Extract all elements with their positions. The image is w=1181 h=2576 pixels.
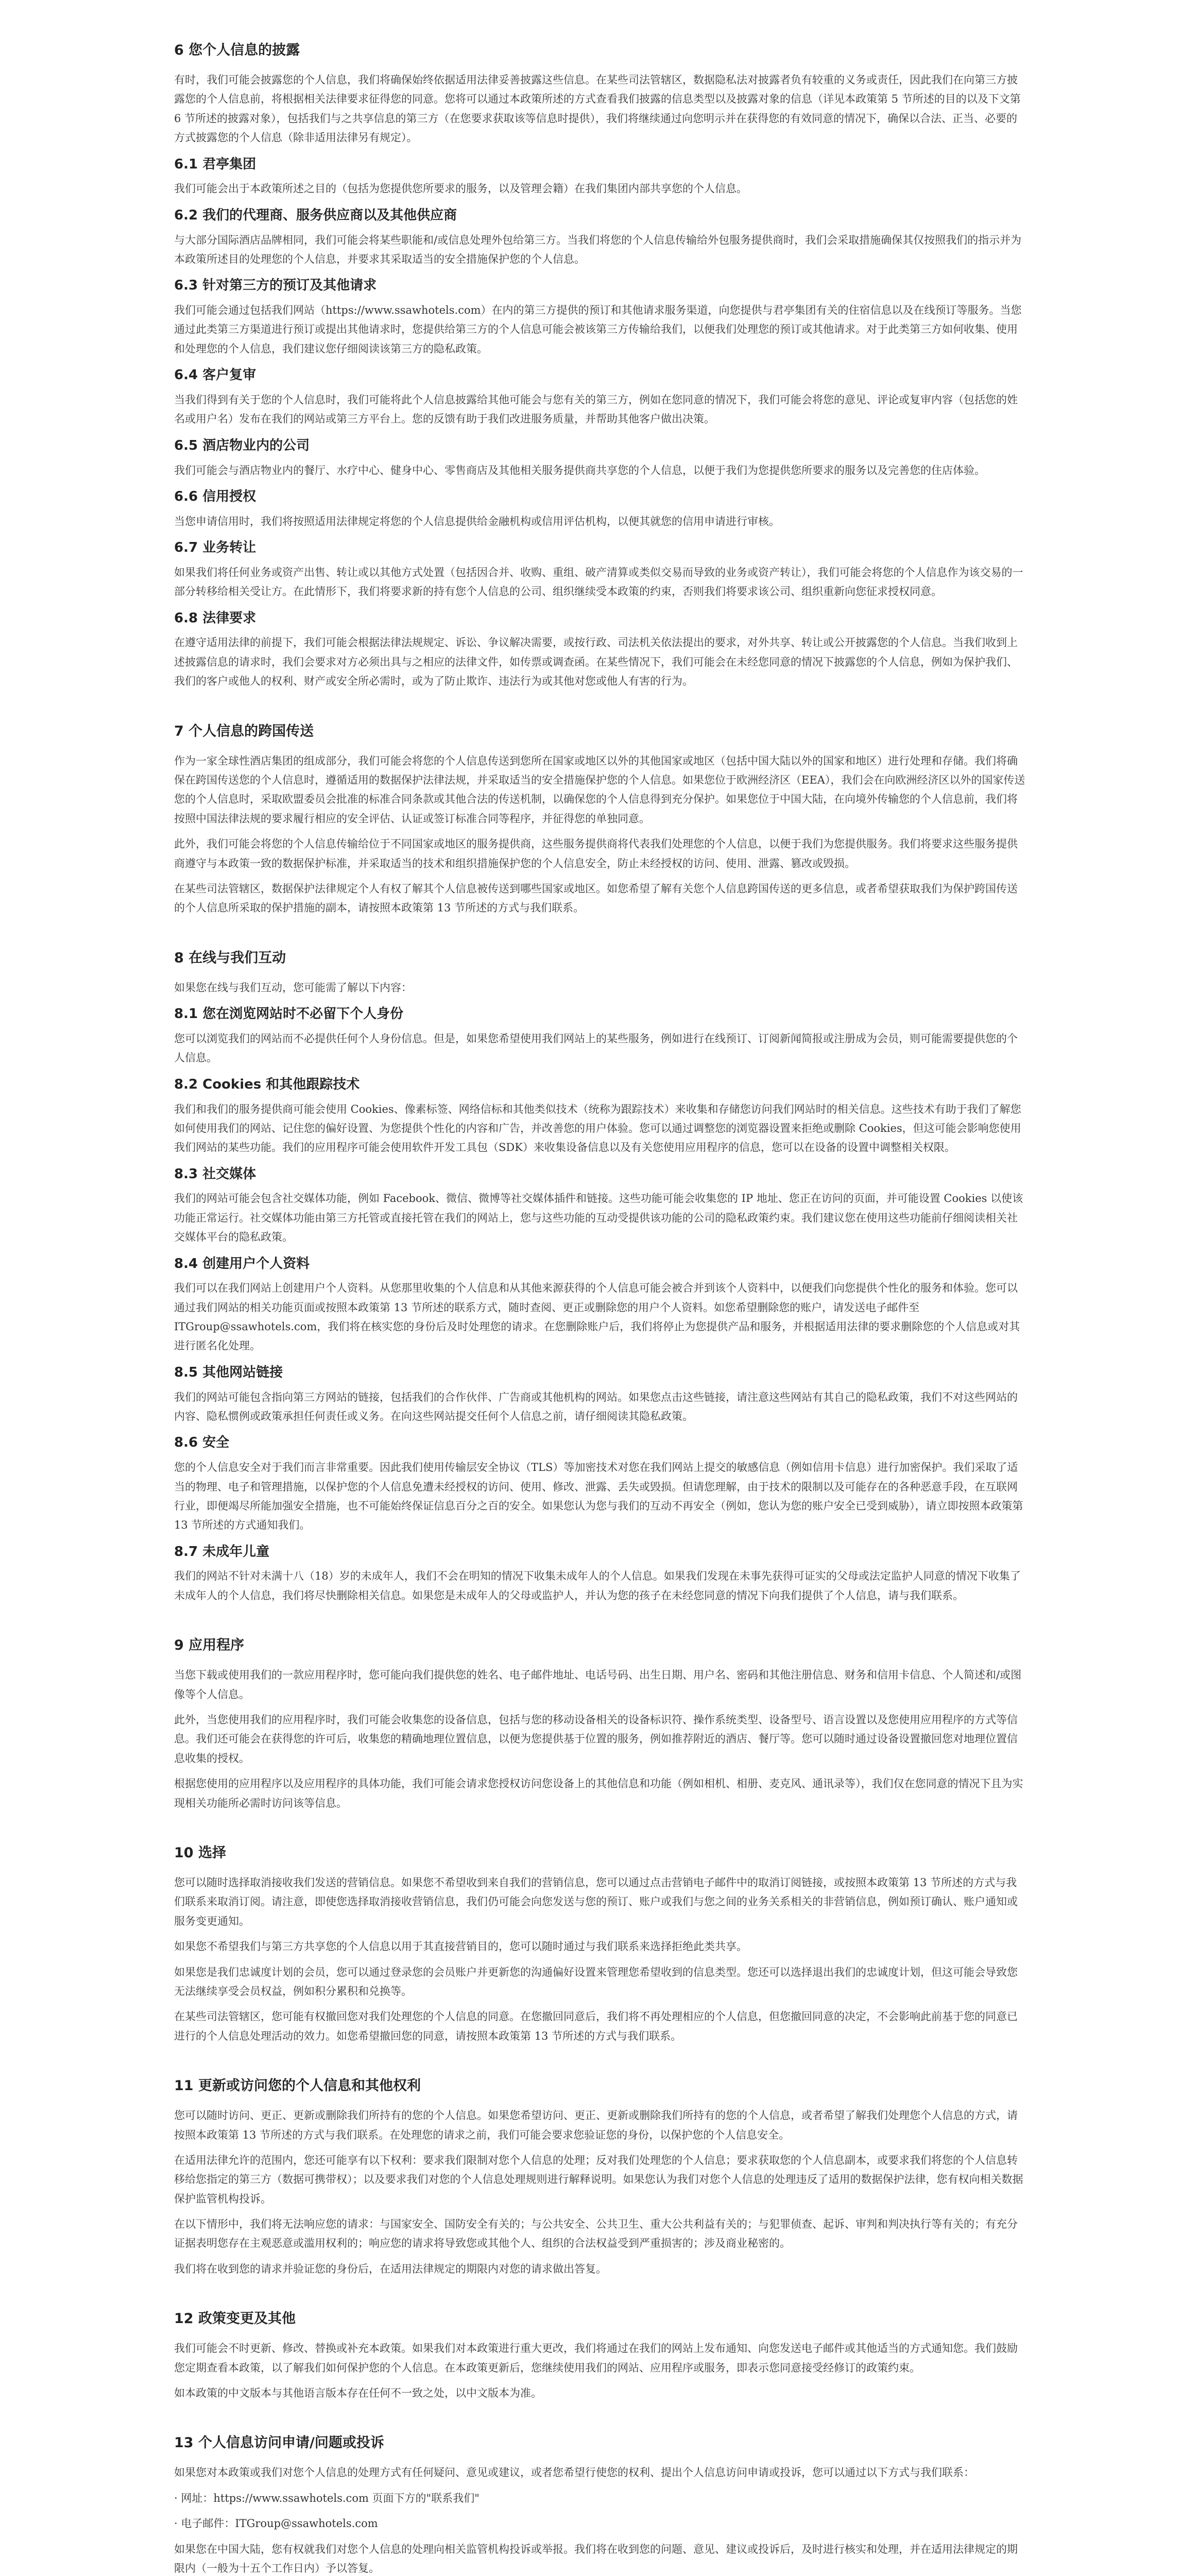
section-paragraph: 在某些司法管辖区，您可能有权撤回您对我们处理您的个人信息的同意。在您撤回同意后，我们将不再处理相应的个人信息，但您撤回同意的决定，不会影响此前基于您的同意已进行的个人信息处理活动的效力。如您希望撤回您的同意，请按照本政策第 13 节所述的方式与我们联系。: [174, 2010, 1018, 2042]
section-heading: 13 个人信息访问申请/问题或投诉: [174, 2435, 384, 2451]
subsection-paragraph: 您的个人信息安全对于我们而言非常重要。因此我们使用传输层安全协议（TLS）等加密技术对您在我们网站上提交的敏感信息（例如信用卡信息）进行加密保护。我们采取了适当的物理、电子和管理措施，以保护您的个人信息免遭未经授权的访问、使用、修改、泄露、丢失或毁损。但请您理解，由于技术的限制以及可能存在的各种恶意手段，在互联网行业，即便竭尽所能加强安全措施，也不可能始终保证信息百分之百的安全。如果您认为您与我们的互动不再安全（例如，您认为您的账户安全已受到威胁），请立即按照本政策第 13 节所述的方式通知我们。: [174, 1461, 1023, 1532]
subsection-heading: 6.7 业务转让: [174, 540, 256, 556]
section-8-online-interaction: [174, 949, 1026, 1606]
section-paragraph: 当您下载或使用我们的一款应用程序时，您可能向我们提供您的姓名、电子邮件地址、电话号码、出生日期、用户名、密码和其他注册信息、财务和信用卡信息、个人简述和/或图像等个人信息。: [174, 1669, 1022, 1701]
subsection-heading: 6.5 酒店物业内的公司: [174, 437, 310, 453]
section-paragraph: 如本政策的中文版本与其他语言版本存在任何不一致之处，以中文版本为准。: [174, 2386, 542, 2399]
section-paragraph: 在以下情形中，我们将无法响应您的请求：与国家安全、国防安全有关的；与公共安全、公共卫生、重大公共利益有关的；与犯罪侦查、起诉、审判和判决执行等有关的；有充分证据表明您存在主观恶意或滥用权利的；响应您的请求将导致您或其他个人、组织的合法权益受到严重损害的；涉及商业秘密的。: [174, 2218, 1018, 2250]
subsection-heading: 8.4 创建用户个人资料: [174, 1256, 310, 1272]
section-paragraph: 您可以随时选择取消接收我们发送的营销信息。如果您不希望收到来自我们的营销信息，您可以通过点击营销电子邮件中的取消订阅链接，或按照本政策第 13 节所述的方式与我们联系来取消订阅。请注意，即使您选择取消接收营销信息，我们仍可能会向您发送与您的预订、账户或我们与您之间的业务关系相关的非营销信息，例如预订确认、账户通知或服务变更通知。: [174, 1876, 1018, 1927]
section-paragraph: 作为一家全球性酒店集团的组成部分，我们可能会将您的个人信息传送到您所在国家或地区以外的其他国家或地区（包括中国大陆以外的国家和地区）进行处理和存储。我们将确保在跨国传送您的个人信息时，遵循适用的数据保护法律法规，并采取适当的安全措施保护您的个人信息。如果您位于欧洲经济区（EEA），我们会在向欧洲经济区以外的国家传送您的个人信息时，采取欧盟委员会批准的标准合同条款或其他合法的传送机制，以确保您的个人信息得到充分保护。如果您位于中国大陆，在向境外传输您的个人信息前，我们将按照中国法律法规的要求履行相应的安全评估、认证或签订标准合同等程序，并征得您的单独同意。: [174, 754, 1025, 825]
subsection-heading: 6.1 君亭集团: [174, 156, 256, 172]
section-6-disclosure: [174, 41, 1026, 691]
section-paragraph: 如果您在线与我们互动，您可能需了解以下内容：: [174, 981, 412, 994]
section-paragraph: 您可以随时访问、更正、更新或删除我们所持有的您的个人信息。如果您希望访问、更正、更新或删除我们所持有的您的个人信息，或者希望了解我们处理您个人信息的方式，请按照本政策第 13 节所述的方式与我们联系。在处理您的请求之前，我们可能会要求您验证您的身份，以保护您的个人信息安全。: [174, 2109, 1018, 2141]
section-heading: 10 选择: [174, 1844, 226, 1861]
subsection-heading: 6.6 信用授权: [174, 488, 256, 504]
section-paragraph: 我们将在收到您的请求并验证您的身份后，在适用法律规定的期限内对您的请求做出答复。: [174, 2262, 607, 2275]
section-heading: 9 应用程序: [174, 1637, 245, 1654]
section-7-cross-border-transfer: [174, 722, 1026, 918]
subsection-paragraph: 当我们得到有关于您的个人信息时，我们可能将此个人信息披露给其他可能会与您有关的第三方，例如在您同意的情况下，我们可能会将您的意见、评论或复审内容（包括您的姓名或用户名）发布在我们的网站或第三方平台上。您的反馈有助于我们改进服务质量，并帮助其他客户做出决策。: [174, 394, 1018, 426]
subsection-heading: 8.5 其他网站链接: [174, 1364, 283, 1380]
subsection-paragraph: 您可以浏览我们的网站而不必提供任何个人身份信息。但是，如果您希望使用我们网站上的某些服务，例如进行在线预订、订阅新闻简报或注册成为会员，则可能需要提供您的个人信息。: [174, 1032, 1018, 1064]
section-heading: 6 您个人信息的披露: [174, 42, 300, 58]
subsection-paragraph: 在遵守适用法律的前提下，我们可能会根据法律法规规定、诉讼、争议解决需要，或按行政、司法机关依法提出的要求，对外共享、转让或公开披露您的个人信息。当我们收到上述披露信息的请求时，我们会要求对方必须出具与之相应的法律文件，如传票或调查函。在某些情况下，我们可能会在未经您同意的情况下披露您的个人信息，例如为保护我们、我们的客户或他人的权利、财产或安全所必需时，或为了防止欺诈、违法行为或其他对您或他人有害的行为。: [174, 636, 1018, 688]
section-paragraph: 我们可能会不时更新、修改、替换或补充本政策。如果我们对本政策进行重大更改，我们将通过在我们的网站上发布通知、向您发送电子邮件或其他适当的方式通知您。我们鼓励您定期查看本政策，以了解我们如何保护您的个人信息。在本政策更新后，您继续使用我们的网站、应用程序或服务，即表示您同意接受经修订的政策约束。: [174, 2342, 1018, 2374]
section-12-policy-changes: [174, 2310, 1026, 2403]
subsection-paragraph: 与大部分国际酒店品牌相同，我们可能会将某些职能和/或信息处理外包给第三方。当我们将您的个人信息传输给外包服务提供商时，我们会采取措施确保其仅按照我们的指示并为本政策所述目的处理您的个人信息，并要求其采取适当的安全措施保护您的个人信息。: [174, 233, 1022, 265]
section-paragraph: 如果您是我们忠诚度计划的会员，您可以通过登录您的会员账户并更新您的沟通偏好设置来管理您希望收到的信息类型。您还可以选择退出我们的忠诚度计划，但这可能会导致您无法继续享受会员权益，例如积分累积和兑换等。: [174, 1965, 1018, 1997]
section-11-access-rights: [174, 2077, 1026, 2279]
section-paragraph: 此外，我们可能会将您的个人信息传输给位于不同国家或地区的服务提供商，这些服务提供商将代表我们处理您的个人信息，以便于我们为您提供服务。我们将要求这些服务提供商遵守与本政策一致的数据保护标准，并采取适当的技术和组织措施保护您的个人信息安全，防止未经授权的访问、使用、泄露、篡改或毁损。: [174, 838, 1018, 870]
section-paragraph: 在适用法律允许的范围内，您还可能享有以下权利：要求我们限制对您个人信息的处理；反对我们处理您的个人信息；要求获取您的个人信息副本，或要求我们将您的个人信息转移给您指定的第三方（数据可携带权）；以及要求我们对您的个人信息处理规则进行解释说明。如果您认为我们对您个人信息的处理违反了适用的数据保护法律，您有权向相关数据保护监管机构投诉。: [174, 2154, 1023, 2205]
section-heading: 7 个人信息的跨国传送: [174, 723, 314, 739]
section-paragraph: 有时，我们可能会披露您的个人信息，我们将确保始终依据适用法律妥善披露这些信息。在某些司法管辖区，数据隐私法对披露者负有较重的义务或责任，因此我们在向第三方披露您的个人信息前，将根据相关法律要求征得您的同意。您将可以通过本政策所述的方式查看我们披露的信息类型以及披露对象的信息（详见本政策第 5 节所述的目的以及下文第 6 节所述的披露对象），包括我们与之共享信息的第三方（在您要求获取该等信息时提供），我们将继续通过向您明示并在获得您的有效同意的情况下，确保以合法、正当、必要的方式披露您的个人信息（除非适用法律另有规定）。: [174, 74, 1021, 144]
subsection-heading: 6.4 客户复审: [174, 367, 256, 383]
subsection-paragraph: 如果我们将任何业务或资产出售、转让或以其他方式处置（包括因合并、收购、重组、破产清算或类似交易而导致的业务或资产转让），我们可能会将您的个人信息作为该交易的一部分转移给相关受让方。在此情形下，我们将要求新的持有您个人信息的公司、组织继续受本政策的约束，否则我们将要求该公司、组织重新向您征求授权同意。: [174, 566, 1023, 598]
subsection-paragraph: 我们的网站不针对未满十八（18）岁的未成年人，我们不会在明知的情况下收集未成年人的个人信息。如果我们发现在未事先获得可证实的父母或法定监护人同意的情况下收集了未成年人的个人信息，我们将尽快删除相关信息。如果您是未成年人的父母或监护人，并认为您的孩子在未经您同意的情况下向我们提供了个人信息，请与我们联系。: [174, 1570, 1021, 1602]
subsection-paragraph: 我们可能会通过包括我们网站（https://www.ssawhotels.com）在内的第三方提供的预订和其他请求服务渠道，向您提供与君亭集团有关的住宿信息以及在线预订等服务。当您通过此类第三方渠道进行预订或提出其他请求时，您提供给第三方的个人信息可能会被该第三方传输给我们，以便我们处理您的预订或其他请求。对于此类第三方如何收集、使用和处理您的个人信息，我们建议您仔细阅读该第三方的隐私政策。: [174, 304, 1022, 355]
subsection-paragraph: 我们的网站可能会包含社交媒体功能，例如 Facebook、微信、微博等社交媒体插件和链接。这些功能可能会收集您的 IP 地址、您正在访问的页面，并可能设置 Cookies 以使该功能正常运行。社交媒体功能由第三方托管或直接托管在我们的网站上，您与这些功能的互动受提供该功能的公司的隐私政策约束。我们建议您在使用这些功能前仔细阅读相关社交媒体平台的隐私政策。: [174, 1192, 1023, 1244]
section-9-applications: [174, 1636, 1026, 1813]
section-10-choices: [174, 1844, 1026, 2046]
subsection-heading: 8.3 社交媒体: [174, 1166, 256, 1182]
subsection-paragraph: 我们可以在我们网站上创建用户个人资料。从您那里收集的个人信息和从其他来源获得的个人信息可能会被合并到该个人资料中，以便我们向您提供个性化的服务和体验。您可以通过我们网站的相关功能页面或按照本政策第 13 节所述的联系方式，随时查阅、更正或删除您的用户个人资料。如您希望删除您的账户，请发送电子邮件至 ITGroup@ssawhotels.com，我们将在核实您的身份后及时处理您的请求。在您删除账户后，我们将停止为您提供产品和服务，并根据适用法律的要求删除您的个人信息或对其进行匿名化处理。: [174, 1282, 1020, 1352]
section-paragraph: 根据您使用的应用程序以及应用程序的具体功能，我们可能会请求您授权访问您设备上的其他信息和功能（例如相机、相册、麦克风、通讯录等），我们仅在您同意的情况下且为实现相关功能所必需时访问该等信息。: [174, 1777, 1023, 1809]
section-paragraph: 此外，当您使用我们的应用程序时，我们可能会收集您的设备信息，包括与您的移动设备相关的设备标识符、操作系统类型、设备型号、语言设置以及您使用应用程序的方式等信息。我们还可能会在获得您的许可后，收集您的精确地理位置信息，以便为您提供基于位置的服务，例如推荐附近的酒店、餐厅等。您可以随时通过设备设置撤回您对地理位置信息收集的授权。: [174, 1714, 1018, 1765]
subsection-heading: 6.2 我们的代理商、服务供应商以及其他供应商: [174, 207, 457, 223]
contact-email: · 电子邮件：ITGroup@ssawhotels.com: [174, 2517, 378, 2530]
section-heading: 8 在线与我们互动: [174, 950, 286, 966]
subsection-paragraph: 当您申请信用时，我们将按照适用法律规定将您的个人信息提供给金融机构或信用评估机构，以便其就您的信用申请进行审核。: [174, 515, 780, 528]
subsection-paragraph: 我们可能会与酒店物业内的餐厅、水疗中心、健身中心、零售商店及其他相关服务提供商共享您的个人信息，以便于我们为您提供您所要求的服务以及完善您的住店体验。: [174, 464, 985, 477]
subsection-heading: 8.2 Cookies 和其他跟踪技术: [174, 1076, 360, 1092]
subsection-heading: 8.6 安全: [174, 1435, 230, 1451]
subsection-paragraph: 我们和我们的服务提供商可能会使用 Cookies、像素标签、网络信标和其他类似技术（统称为跟踪技术）来收集和存储您访问我们网站时的相关信息。这些技术有助于我们了解您如何使用我们的网站、记住您的偏好设置、为您提供个性化的内容和广告，并改善您的用户体验。您可以通过调整您的浏览器设置来拒绝或删除 Cookies，但这可能会影响您使用我们网站的某些功能。我们的应用程序可能会使用软件开发工具包（SDK）来收集设备信息以及有关您使用应用程序的信息，您可以在设备的设置中调整相关权限。: [174, 1103, 1021, 1154]
subsection-paragraph: 我们可能会出于本政策所述之目的（包括为您提供您所要求的服务，以及管理会籍）在我们集团内部共享您的个人信息。: [174, 182, 747, 195]
section-heading: 12 政策变更及其他: [174, 2311, 296, 2327]
section-13-requests-complaints: [174, 2434, 1026, 2576]
subsection-heading: 6.3 针对第三方的预订及其他请求: [174, 278, 377, 294]
section-heading: 11 更新或访问您的个人信息和其他权利: [174, 2078, 421, 2094]
section-paragraph: 如果您在中国大陆，您有权就我们对您个人信息的处理向相关监管机构投诉或举报。我们将在收到您的问题、意见、建议或投诉后，及时进行核实和处理，并在适用法律规定的期限内（一般为十五个工作日内）予以答复。: [174, 2543, 1018, 2574]
section-paragraph: 在某些司法管辖区，数据保护法律规定个人有权了解其个人信息被传送到哪些国家或地区。如您希望了解有关您个人信息跨国传送的更多信息，或者希望获取我们为保护跨国传送的个人信息所采取的保护措施的副本，请按照本政策第 13 节所述的方式与我们联系。: [174, 882, 1018, 914]
subsection-heading: 6.8 法律要求: [174, 610, 256, 626]
section-paragraph: 如果您不希望我们与第三方共享您的个人信息以用于其直接营销目的，您可以随时通过与我们联系来选择拒绝此类共享。: [174, 1940, 747, 1953]
section-paragraph: 如果您对本政策或我们对您个人信息的处理方式有任何疑问、意见或建议，或者您希望行使您的权利、提出个人信息访问申请或投诉，您可以通过以下方式与我们联系：: [174, 2466, 974, 2479]
subsection-heading: 8.7 未成年儿童: [174, 1544, 270, 1560]
contact-website: · 网址：https://www.ssawhotels.com 页面下方的"联系我们": [174, 2492, 480, 2504]
subsection-heading: 8.1 您在浏览网站时不必留下个人身份: [174, 1006, 404, 1022]
subsection-paragraph: 我们的网站可能包含指向第三方网站的链接，包括我们的合作伙伴、广告商或其他机构的网站。如果您点击这些链接，请注意这些网站有其自己的隐私政策，我们不对这些网站的内容、隐私惯例或政策承担任何责任或义务。在向这些网站提交任何个人信息之前，请仔细阅读其隐私政策。: [174, 1391, 1018, 1423]
